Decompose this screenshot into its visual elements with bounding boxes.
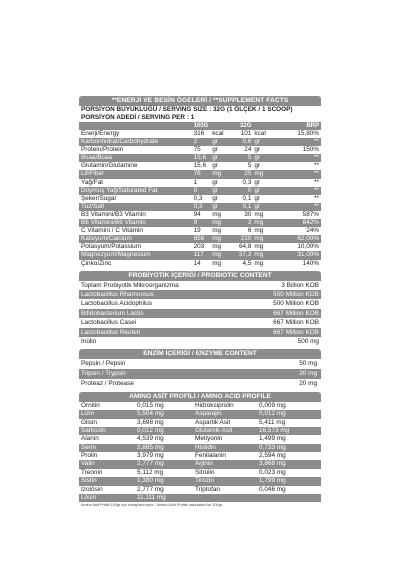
amino-value [259,494,319,502]
amino-row [79,427,321,435]
unit-32g: kcal [254,130,266,137]
value-100g: 78 [193,170,201,178]
amino-table [79,402,321,503]
nutrition-row [79,138,321,146]
nutrition-row [79,154,321,162]
amino-row [79,419,321,427]
column-32g: 32G [240,123,252,129]
amino-value: 0,015 mg [137,401,164,409]
unit-32g: mg [254,210,264,218]
probiotic-name: Lactobacillus Reuteri [81,328,141,336]
amino-name: Lösin [81,494,97,502]
amino-value: 0,009 mg [259,401,286,409]
amino-name: Triptofan [195,485,220,493]
value-brp: ** [314,194,319,202]
amino-row [79,460,321,468]
amino-name: Ornitin [81,401,100,409]
nutrition-row [79,251,321,259]
probiotic-table [79,281,321,347]
nutrition-row [79,195,321,203]
amino-value: 3,868 mg [259,460,286,468]
nutrition-row [79,243,321,251]
value-32g: 0,3 [242,178,252,186]
enzyme-value: 20 mg [299,370,317,378]
unit-100g: mg [212,219,222,227]
nutrient-name: Potasyum/Potassium [81,243,142,251]
nutrient-name: Bcaa/Bcaa [81,154,112,162]
amino-row [79,469,321,477]
nutrient-name: Kalsiyum/Calcium [81,235,132,243]
value-100g: 15,6 [193,154,207,162]
unit-100g: mg [212,243,222,251]
amino-name: Glutamik Asit [195,426,233,434]
value-100g: 19 [193,227,201,235]
nutrition-row [79,203,321,211]
value-32g: 30 [244,210,252,218]
probiotic-row [79,318,321,327]
unit-100g: gr [212,154,218,162]
value-100g: 94 [193,210,201,218]
amino-value: 0,023 mg [259,468,286,476]
amino-name: Treonin [81,468,103,476]
amino-footnote: Amino Asit Profili 100gr için hesaplanmıştır. / Amino Acid Profile calculated for 100gr. [81,503,223,508]
amino-row [79,486,321,494]
amino-name: Histidin [195,443,216,451]
amino-value: 11,111 mg [137,494,166,502]
probiotic-value: 3 Billion KOB [281,281,319,289]
amino-name: İzolösin [81,485,103,493]
value-100g: 203 [193,243,205,251]
enzyme-value: 20 mg [299,379,317,387]
nutrient-name: B6 Vitamini/B6 Vitamin [81,219,146,227]
unit-100g: gr [212,146,218,154]
amino-value: 5,112 mg [137,468,164,476]
amino-value: 3,698 mg [137,418,164,426]
amino-name: Tirozin [195,477,214,485]
amino-value: 2,594 mg [259,452,286,460]
serving-per: PORSİYON ADEDİ / SERVING PER : 1 [81,114,195,121]
probiotic-title: PROBİYOTİK İÇERİĞİ / PROBIOTIC CONTENT [79,271,321,281]
nutrient-name: Protein/Protein [81,146,124,154]
amino-name: Alanin [81,435,99,443]
nutrition-row [79,130,321,138]
probiotic-row [79,299,321,308]
serving-size: PORSİYON BÜYÜKLÜĞÜ / SERVING SIZE : 32G (1 ÖLÇEK / 1 SCOOP) [81,106,293,113]
amino-title: AMINO ASİT PROFİLİ / AMINO ACID PROFILE [79,392,321,402]
nutrition-row [79,260,321,268]
nutrient-name: Glutamin/Glutamine [81,162,138,170]
value-100g: 9 [193,219,198,227]
amino-row [79,402,321,410]
value-32g: 25 [244,170,252,178]
amino-row [79,410,321,418]
value-32g: 4,5 [242,259,252,267]
enzyme-value: 50 mg [299,360,317,368]
amino-name: Glisin [81,418,97,426]
value-32g: 0 [247,186,252,194]
amino-value: 2,777 mg [137,460,164,468]
amino-value: 5,411 mg [259,418,286,426]
nutrition-row [79,235,321,243]
unit-100g: gr [212,138,218,146]
unit-100g: kcal [212,130,224,137]
value-32g: 101 [240,130,252,137]
amino-row [79,477,321,485]
probiotic-value: 667 Million KOB [273,319,319,327]
probiotic-name: İnülin [81,337,97,345]
amino-value: 1,799 mg [259,477,286,485]
amino-value: 5,504 mg [137,410,164,418]
unit-32g: mg [254,259,264,267]
value-brp: 642% [302,219,319,227]
nutrient-name: Lif/Fiber [81,170,105,178]
value-brp: ** [314,138,319,146]
amino-name: Sarkozin [81,426,106,434]
enzyme-title: ENZİM İÇERİĞİ / ENZYME CONTENT [79,349,321,359]
value-brp: 150% [302,146,319,154]
supplement-facts-title: **ENERJİ VE BESİN ÖGELERİ / **SUPPLEMENT FACTS [79,96,321,106]
probiotic-name: Toplam Probiyotik Mikroorganizma [81,281,179,289]
amino-value: 0,733 mg [259,443,286,451]
value-brp: 140% [302,259,319,267]
value-32g: 5 [247,154,252,162]
value-brp: 31,00% [297,251,319,259]
probiotic-name: Lactobacillus Casei [81,319,137,327]
value-100g: 1 [193,178,198,186]
column-brp: BRP [306,123,319,129]
amino-name: Metiyonin [195,435,223,443]
amino-name: Lizin [81,410,95,418]
unit-100g: mg [212,227,222,235]
amino-name: Hidroksiprolin [195,401,234,409]
enzyme-row [79,379,321,389]
amino-name: Prolin [81,452,98,460]
unit-100g: gr [212,194,218,202]
unit-100g: mg [212,251,222,259]
nutrition-row [79,219,321,227]
nutrient-name: Çinko/Zinc [81,259,112,267]
value-brp: 15,80% [297,130,319,137]
unit-32g: gr [254,178,261,186]
unit-100g: gr [212,162,218,170]
value-100g: 0,3 [193,194,203,202]
value-100g: 75 [193,146,201,154]
unit-32g: gr [254,146,261,154]
nutrition-row [79,227,321,235]
value-brp: 24% [306,227,319,235]
amino-value: 16,573 mg [259,426,290,434]
amino-name: Arjinin [195,460,213,468]
value-100g: 316 [193,130,205,137]
value-brp: ** [314,186,319,194]
probiotic-value: 500 Million KOB [273,300,319,308]
probiotic-name: Bifidobacterium Lactis [81,309,144,317]
probiotic-value: 500 mg [297,337,319,345]
probiotic-name: Lactobacillus Rhamnosus [81,290,154,298]
nutrition-column-header [79,122,321,130]
amino-name: Sistin [81,477,97,485]
nutrient-name: Doymuş Yağ/Saturated Fat [81,186,158,194]
unit-32g: mg [254,251,264,259]
unit-32g: gr [254,162,261,170]
amino-value: 3,979 mg [137,452,164,460]
amino-value: 2,777 mg [137,485,164,493]
nutrition-row [79,170,321,178]
unit-100g: mg [212,210,222,218]
unit-100g: mg [212,170,222,178]
value-32g: 0,6 [242,138,252,146]
amino-value: 4,539 mg [137,435,164,443]
enzyme-name: Tripsin / Trypsin [81,370,126,378]
value-100g: 0,3 [193,202,203,210]
value-32g: 5 [247,162,252,170]
nutrition-row [79,146,321,154]
value-brp: ** [314,202,319,210]
value-brp: ** [314,154,319,162]
supplement-facts-panel [79,96,321,508]
nutrient-name: Şeker/Sugar [81,194,117,202]
value-brp: 10,00% [297,243,319,251]
amino-value: 0,012 mg [259,410,286,418]
amino-name: Fenilalanin [195,452,226,460]
value-100g: 0 [193,186,198,194]
unit-32g: gr [254,202,261,210]
probiotic-row [79,281,321,290]
amino-value: 1,380 mg [137,477,164,485]
amino-name: Aspartik Asit [195,418,231,426]
nutrient-name: Tuz/Salt [81,202,105,210]
value-100g: 14 [193,259,201,267]
amino-value: 1,499 mg [259,435,286,443]
nutrition-table [79,130,321,268]
value-100g: 117 [193,251,204,259]
amino-value: 2,885 mg [137,443,164,451]
probiotic-row [79,337,321,346]
value-brp: 587% [302,210,319,218]
value-32g: 6 [247,227,252,235]
nutrient-name: Yağ/Fat [81,178,103,186]
probiotic-row [79,290,321,299]
probiotic-row [79,309,321,318]
nutrition-row [79,179,321,187]
value-32g: 64,8 [238,243,252,251]
probiotic-name: Lactobacillus Acidophilus [81,300,153,308]
nutrient-name: Enerji/Energy [81,130,120,137]
nutrition-row [79,187,321,195]
nutrient-name: Magnezyum/Magnesium [81,251,151,259]
amino-name: Serin [81,443,96,451]
value-100g: 15,6 [193,162,207,170]
nutrient-name: Karbonhidrat/Carbohydrate [81,138,159,146]
probiotic-value: 500 Million KOB [273,290,319,298]
unit-32g: mg [254,227,264,235]
unit-32g: gr [254,138,261,146]
unit-32g: mg [254,170,264,178]
unit-32g: gr [254,186,261,194]
value-32g: 0,1 [242,194,252,202]
amino-value: 0,012 mg [137,426,164,434]
enzyme-row [79,359,321,369]
unit-32g: mg [254,235,264,243]
value-32g: 37,3 [238,251,252,259]
probiotic-value: 667 Million KOB [273,328,319,336]
unit-32g: mg [254,243,264,251]
value-brp: ** [314,162,319,170]
amino-name: Asparajin [195,410,222,418]
unit-100g: mg [212,235,222,243]
value-32g: 3 [247,219,252,227]
enzyme-name: Proteaz / Protease [81,379,134,387]
value-100g: 656 [193,235,205,243]
value-32g: 0,1 [242,202,252,210]
nutrition-row [79,162,321,170]
enzyme-table [79,359,321,388]
amino-value: 0,046 mg [259,485,286,493]
nutrient-name: C Vitamini / C Vitamin [81,227,143,235]
amino-name: Valin [81,460,95,468]
value-32g: 210 [240,235,252,243]
amino-row [79,435,321,443]
unit-100g: mg [212,259,222,267]
nutrient-name: B3 Vitamini/B3 Vitamin [81,210,146,218]
value-brp: 62,00% [297,235,319,243]
amino-name [195,494,259,502]
amino-row [79,494,321,502]
probiotic-row [79,328,321,337]
amino-name: Sitrülin [195,468,215,476]
enzyme-row [79,369,321,379]
value-brp: ** [314,170,319,178]
unit-100g: gr [212,202,218,210]
probiotic-value: 667 Million KOB [273,309,319,317]
unit-32g: gr [254,154,261,162]
value-32g: 24 [244,146,252,154]
unit-100g: gr [212,178,218,186]
amino-row [79,452,321,460]
value-brp: ** [314,178,319,186]
column-100g: 100G [193,123,209,129]
enzyme-name: Pepsin / Pepsin [81,360,126,368]
amino-row [79,444,321,452]
nutrition-row [79,211,321,219]
unit-32g: mg [254,219,264,227]
unit-100g: gr [212,186,218,194]
value-100g: 2 [193,138,198,146]
unit-32g: gr [254,194,261,202]
